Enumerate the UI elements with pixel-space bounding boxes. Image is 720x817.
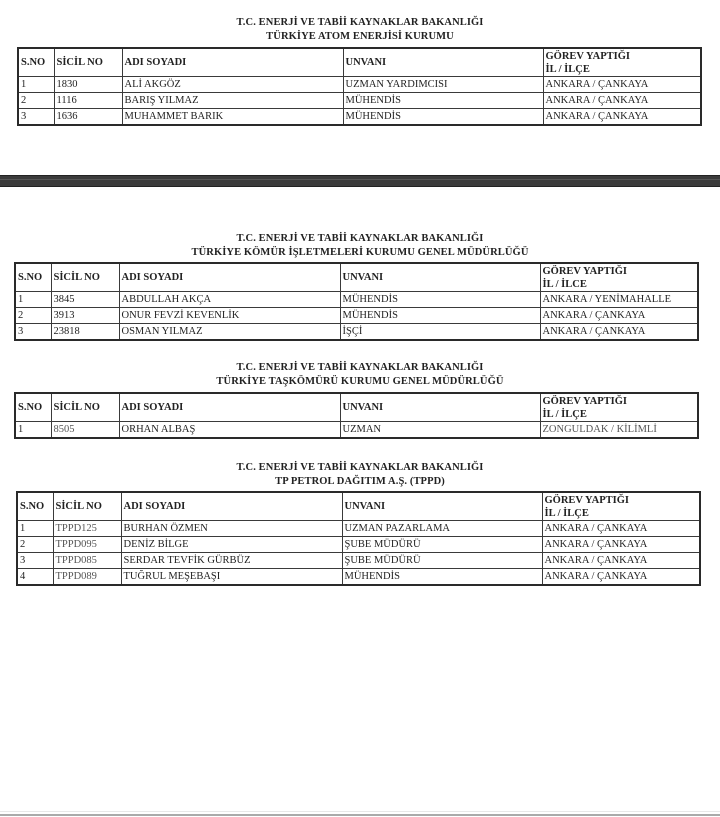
cell-gorev: ANKARA / ÇANKAYA: [540, 308, 698, 324]
header-gorev-line2: İL / İLÇE: [544, 508, 589, 519]
cell-sno: 2: [17, 537, 53, 553]
table-row: [18, 109, 701, 126]
cell-unvan: UZMAN YARDIMCISI: [343, 77, 543, 93]
header-gorev-line1: GÖREV YAPTIĞI: [545, 51, 631, 62]
cell-sicil: 1830: [54, 77, 122, 93]
header-gorev-line1: GÖREV YAPTIĞI: [542, 266, 628, 277]
cell-unvan: ŞUBE MÜDÜRÜ: [342, 553, 542, 569]
personnel-table: [16, 491, 701, 586]
header-unvan: UNVANI: [340, 263, 540, 292]
cell-sno: 4: [17, 569, 53, 586]
cell-sicil: 3845: [51, 292, 119, 308]
institution-title: TÜRKİYE ATOM ENERJİSİ KURUMU: [266, 31, 454, 42]
cell-sicil: TPPD089: [53, 569, 121, 586]
header-name: ADI SOYADI: [121, 492, 342, 521]
header-name: ADI SOYADI: [119, 263, 340, 292]
header-gorev-line1: GÖREV YAPTIĞI: [542, 396, 628, 407]
cell-gorev: ANKARA / ÇANKAYA: [542, 569, 700, 586]
cell-name: BURHAN ÖZMEN: [121, 521, 342, 537]
header-unvan: UNVANI: [342, 492, 542, 521]
table-header-row: [17, 492, 700, 521]
ministry-title: T.C. ENERJİ VE TABİİ KAYNAKLAR BAKANLIĞI: [236, 233, 484, 244]
cell-name: ONUR FEVZİ KEVENLİK: [119, 308, 340, 324]
institution-title: TÜRKİYE KÖMÜR İŞLETMELERİ KURUMU GENEL MÜDÜRLÜĞÜ: [191, 247, 529, 258]
ministry-title: T.C. ENERJİ VE TABİİ KAYNAKLAR BAKANLIĞI: [236, 362, 484, 373]
header-sicil: SİCİL NO: [53, 492, 121, 521]
cell-gorev: ANKARA / YENİMAHALLE: [540, 292, 698, 308]
institution-title: TÜRKİYE TAŞKÖMÜRÜ KURUMU GENEL MÜDÜRLÜĞÜ: [216, 376, 504, 387]
cell-unvan: MÜHENDİS: [343, 93, 543, 109]
cell-gorev: ANKARA / ÇANKAYA: [542, 553, 700, 569]
cell-gorev: ANKARA / ÇANKAYA: [543, 109, 701, 126]
cell-unvan: İŞÇİ: [340, 324, 540, 341]
cell-sicil: TPPD085: [53, 553, 121, 569]
table-header-row: [15, 263, 698, 292]
header-sno: S.NO: [18, 48, 54, 77]
personnel-table: [17, 47, 702, 126]
cell-unvan: MÜHENDİS: [343, 109, 543, 126]
cell-sicil: 1636: [54, 109, 122, 126]
cell-sno: 3: [18, 109, 54, 126]
cell-sicil: TPPD095: [53, 537, 121, 553]
cell-gorev: ZONGULDAK / KİLİMLİ: [540, 422, 698, 439]
header-gorev: [540, 263, 698, 292]
cell-sno: 1: [15, 422, 51, 439]
cell-gorev: ANKARA / ÇANKAYA: [543, 77, 701, 93]
cell-sicil: 23818: [51, 324, 119, 341]
header-sno: S.NO: [15, 393, 51, 422]
table-row: [15, 324, 698, 341]
table-header-row: [18, 48, 701, 77]
cell-unvan: MÜHENDİS: [340, 292, 540, 308]
institution-title: TP PETROL DAĞITIM A.Ş. (TPPD): [275, 476, 445, 487]
table-row: [15, 308, 698, 324]
header-name: ADI SOYADI: [122, 48, 343, 77]
page-separator: [0, 175, 720, 187]
table-row: [15, 292, 698, 308]
cell-sno: 1: [17, 521, 53, 537]
header-gorev: [540, 393, 698, 422]
cell-sicil: 8505: [51, 422, 119, 439]
header-gorev: [542, 492, 700, 521]
ministry-title: T.C. ENERJİ VE TABİİ KAYNAKLAR BAKANLIĞI: [236, 462, 484, 473]
cell-sicil: 1116: [54, 93, 122, 109]
header-unvan: UNVANI: [340, 393, 540, 422]
cell-sno: 3: [17, 553, 53, 569]
personnel-table: [14, 392, 699, 439]
header-sicil: SİCİL NO: [51, 263, 119, 292]
table-row: [15, 422, 698, 439]
table-row: [17, 553, 700, 569]
table-row: [18, 93, 701, 109]
cell-sicil: 3913: [51, 308, 119, 324]
header-sno: S.NO: [17, 492, 53, 521]
cell-unvan: UZMAN PAZARLAMA: [342, 521, 542, 537]
cell-name: ALİ AKGÖZ: [122, 77, 343, 93]
cell-name: DENİZ BİLGE: [121, 537, 342, 553]
cell-sno: 1: [15, 292, 51, 308]
cell-unvan: UZMAN: [340, 422, 540, 439]
cell-name: MUHAMMET BARIK: [122, 109, 343, 126]
header-sno: S.NO: [15, 263, 51, 292]
cell-unvan: MÜHENDİS: [342, 569, 542, 586]
table-row: [17, 569, 700, 586]
cell-sno: 2: [15, 308, 51, 324]
header-gorev-line2: İL / İLÇE: [542, 409, 587, 420]
cell-sno: 2: [18, 93, 54, 109]
cell-unvan: MÜHENDİS: [340, 308, 540, 324]
cell-name: ABDULLAH AKÇA: [119, 292, 340, 308]
header-gorev-line2: İL / İLÇE: [545, 64, 590, 75]
cell-sno: 1: [18, 77, 54, 93]
header-gorev: [543, 48, 701, 77]
page-bottom-edge: [0, 814, 720, 816]
header-unvan: UNVANI: [343, 48, 543, 77]
cell-sicil: TPPD125: [53, 521, 121, 537]
header-gorev-line2: İL / İLCE: [542, 279, 587, 290]
cell-gorev: ANKARA / ÇANKAYA: [540, 324, 698, 341]
table-row: [17, 521, 700, 537]
cell-name: TUĞRUL MEŞEBAŞI: [121, 569, 342, 586]
cell-name: SERDAR TEVFİK GÜRBÜZ: [121, 553, 342, 569]
table-row: [17, 537, 700, 553]
table-row: [18, 77, 701, 93]
cell-gorev: ANKARA / ÇANKAYA: [542, 537, 700, 553]
header-sicil: SİCİL NO: [51, 393, 119, 422]
cell-name: ORHAN ALBAŞ: [119, 422, 340, 439]
cell-gorev: ANKARA / ÇANKAYA: [543, 93, 701, 109]
cell-sno: 3: [15, 324, 51, 341]
header-sicil: SİCİL NO: [54, 48, 122, 77]
header-gorev-line1: GÖREV YAPTIĞI: [544, 495, 630, 506]
cell-name: BARIŞ YILMAZ: [122, 93, 343, 109]
cell-gorev: ANKARA / ÇANKAYA: [542, 521, 700, 537]
header-name: ADI SOYADI: [119, 393, 340, 422]
ministry-title: T.C. ENERJİ VE TABİİ KAYNAKLAR BAKANLIĞI: [236, 17, 484, 28]
cell-unvan: ŞUBE MÜDÜRÜ: [342, 537, 542, 553]
personnel-table: [14, 262, 699, 341]
page-edge-shadow: [0, 811, 720, 812]
cell-name: OSMAN YILMAZ: [119, 324, 340, 341]
table-header-row: [15, 393, 698, 422]
